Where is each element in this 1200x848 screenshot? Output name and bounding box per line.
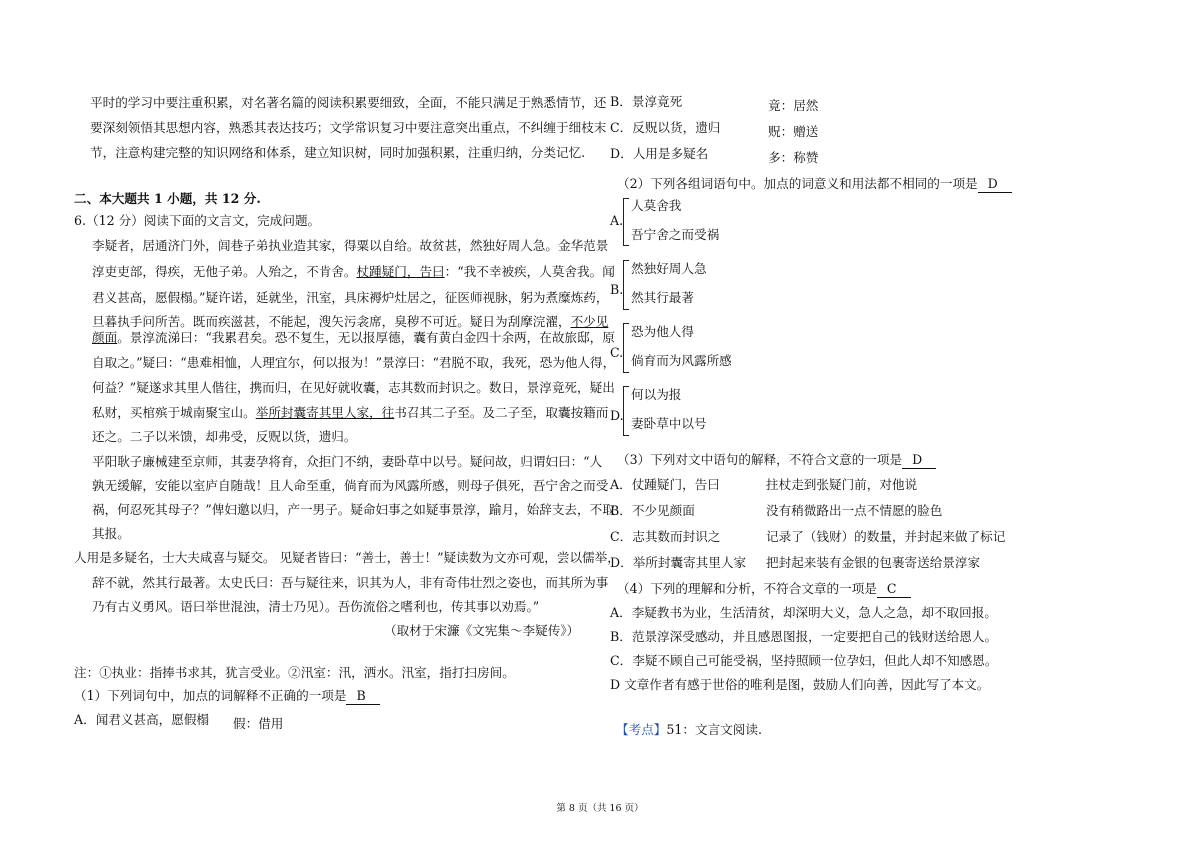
passage-p3-line-2: 辞不就，然其行最著。太史氏曰：吾与疑往来，识其为人，非有奇伟壮烈之姿也，而其所为事	[92, 575, 609, 590]
q1-option-d: D．人用是多疑名	[610, 146, 709, 161]
q2-option-b-line-1: 然独好周人急	[631, 261, 707, 276]
q2-option-c-label: C.	[610, 345, 624, 360]
q1-stem: （1）下列词句中，加点的词解释不正确的一项是 B	[74, 688, 380, 705]
underlined-phrase: 颜面	[92, 330, 118, 345]
q4-option-d: D 文章作者有感于世俗的唯利是图，鼓励人们向善，因此写了本文。	[610, 677, 990, 692]
question-stem: 6.（12 分）阅读下面的文言文，完成问题。	[74, 213, 321, 228]
q1-option-c-gloss: 贶：赠送	[768, 124, 819, 139]
q3-option-a: A．仗踵疑门，告曰	[610, 477, 720, 492]
q2-option-d-line-2: 妻卧草中以号	[631, 416, 707, 431]
q3-stem: （3）下列对文中语句的解释，不符合文意的一项是 D	[617, 452, 936, 469]
q3-option-c: C．志其数而封识之	[610, 529, 721, 544]
passage-p1-line-1: 李疑者，居通济门外，闾巷子弟执业造其家，得粟以自给。故贫甚，然独好周人急。金华范景	[92, 238, 609, 253]
passage-p3-line-3: 乃有古义勇风。语曰举世混浊，清士乃见）。吾伤流俗之嗜利也，传其事以劝焉。”	[92, 599, 540, 614]
q2-option-c-line-2: 倘育而为风露所感	[631, 353, 732, 368]
q1-option-b-gloss: 竟：居然	[768, 98, 819, 113]
passage-p1-line-6: 自取之。”疑曰：“患难相恤，人理宜尔，何以报为！”景淳曰：“君脱不取，我死，恐为他人得，	[92, 355, 616, 370]
q1-answer: B	[346, 688, 379, 705]
q2-option-c-line-1: 恐为他人得	[631, 324, 694, 339]
q2-option-a-label: A.	[610, 213, 624, 228]
intro-line-2: 要深刻领悟其思想内容，熟悉其表达技巧；文学常识复习中要注意突出重点，不纠缠于细枝末	[90, 120, 607, 135]
passage-p1-line-9: 还之。二子以米馈，却弗受，反贶以货，遗归。	[92, 429, 357, 444]
q3-option-a-gloss: 拄杖走到张疑门前，对他说	[766, 477, 918, 492]
passage-p1-line-3: 君义甚高，愿假榻。”疑许诺，延就坐，汛室，具床褥炉灶居之，征医师视脉，躬为煮糜炼药，	[92, 290, 609, 305]
page-footer: 第 8 页（共 16 页）	[556, 803, 644, 814]
q1-option-a-gloss: 假：借用	[233, 716, 284, 731]
q2-option-b-brace	[623, 260, 629, 310]
q3-option-b: B．不少见颜面	[610, 503, 695, 518]
intro-line-3: 节，注意构建完整的知识网络和体系，建立知识树，同时加强积累，注重归纳，分类记忆.	[90, 145, 586, 160]
passage-p2-line-3: 祸，何忍死其母子？”俾妇邀以归，产一男子。疑命妇事之如疑事景淳，踰月，始辞支去，不取	[92, 502, 615, 517]
q1-option-d-gloss: 多：称赞	[768, 150, 819, 165]
passage-p2-line-1: 平阳耿子廉械建至京师，其妻孕将育，众拒门不纳，妻卧草中以号。疑问故，归谓妇曰：“人	[92, 454, 603, 469]
q2-option-b-line-2: 然其行最著	[631, 290, 694, 305]
q4-option-a: A．李疑教书为业，生活清贫，却深明大义，急人之急，却不取回报。	[610, 605, 997, 620]
q2-option-d-label: D.	[610, 408, 624, 423]
q4-option-c: C．李疑不顾自己可能受祸，坚持照顾一位孕妇，但此人却不知感恩。	[610, 653, 998, 668]
section-heading: 二、本大题共 1 小题，共 12 分.	[74, 191, 261, 206]
q4-answer: C	[877, 581, 911, 598]
q3-option-d: D．举所封囊寄其里人家	[610, 555, 747, 570]
q2-option-d-brace	[623, 386, 629, 436]
kaodian-tag: 【考点】	[616, 722, 667, 737]
q1-option-b: B．景淳竟死	[610, 94, 683, 109]
passage-p1-line-2: 淳吏吏部，得疾，无他子弟。人殆之，不肯舍。杖踵疑门，告曰：“我不幸被疾，人莫舍我。闻	[92, 264, 615, 279]
passage-p3-line-1: 人用是多疑名，士大夫咸喜与疑交。 见疑者皆曰：“善士，善士！”疑读数为文亦可观，尝以儒举，	[74, 550, 620, 565]
intro-line-1: 平时的学习中要注重积累，对名著名篇的阅读积累要细致，全面，不能只满足于熟悉情节，还	[90, 95, 607, 110]
q4-stem: （4）下列的理解和分析，不符合文章的一项是 C	[617, 581, 911, 598]
underlined-phrase: 不少见	[570, 314, 609, 329]
q2-option-d-line-1: 何以为报	[631, 387, 682, 402]
q2-option-b-label: B.	[610, 282, 624, 297]
q2-option-a-line-1: 人莫舍我	[631, 198, 682, 213]
q3-option-b-gloss: 没有稍微路出一点不情愿的脸色	[766, 503, 943, 518]
underlined-phrase: 杖踵疑门，告曰	[356, 264, 445, 279]
underlined-phrase: 举所封囊寄其里人家，往	[255, 405, 395, 420]
q2-option-c-brace	[623, 323, 629, 373]
q4-option-b: B．范景淳深受感动，并且感恩图报，一定要把自己的钱财送给恩人。	[610, 629, 998, 644]
passage-p2-line-2: 孰无缓解，安能以室庐自随哉！且人命至重，倘育而为风露所感，则母子俱死，吾宁舍之而受	[92, 478, 609, 493]
q2-option-a-line-2: 吾宁舍之而受祸	[631, 227, 720, 242]
q1-option-c: C．反贶以货，遗归	[610, 120, 721, 135]
passage-p1-line-4: 旦暮执手问所苦。既而疾滋甚，不能起，溲矢污衾席，臭秽不可近。疑日为刮摩浣濯，不少见	[92, 314, 609, 329]
q2-answer: D	[978, 176, 1012, 193]
q1-option-a: A．闻君义甚高，愿假榻	[74, 712, 210, 727]
passage-source: （取材于宋濂《文宪集～李疑传》）	[384, 623, 580, 638]
q2-option-a-brace	[623, 198, 629, 246]
q2-stem: （2）下列各组词语句中。加点的词意义和用法都不相同的一项是 D	[617, 176, 1012, 193]
q3-answer: D	[902, 452, 936, 469]
annotation-note: 注：①执业：指捧书求其，犹言受业。②汛室：汛，洒水。汛室，指打扫房间。	[74, 665, 515, 680]
passage-p2-line-4: 其报。	[92, 526, 130, 541]
passage-p1-line-7: 何益？”疑遂求其里人偕往，携而归，在见好就收囊，志其数而封识之。数日，景淳竟死，疑出	[92, 380, 615, 395]
q3-option-c-gloss: 记录了（钱财）的数量，并封起来做了标记	[766, 529, 1006, 544]
passage-p1-line-8: 私财，买棺殡于城南聚宝山。举所封囊寄其里人家，往书召其二子至。及二子至，取囊按籍而	[92, 405, 609, 420]
passage-p1-line-5: 颜面。景淳流涕曰：“我累君矣。恐不复生，无以报厚德，囊有黄白金四十余两，在故旅邸，原	[92, 330, 615, 345]
kaodian-line: 【考点】51：文言文阅读.	[616, 722, 762, 737]
q3-option-d-gloss: 把封起来装有金银的包裹寄送给景淳家	[766, 555, 981, 570]
